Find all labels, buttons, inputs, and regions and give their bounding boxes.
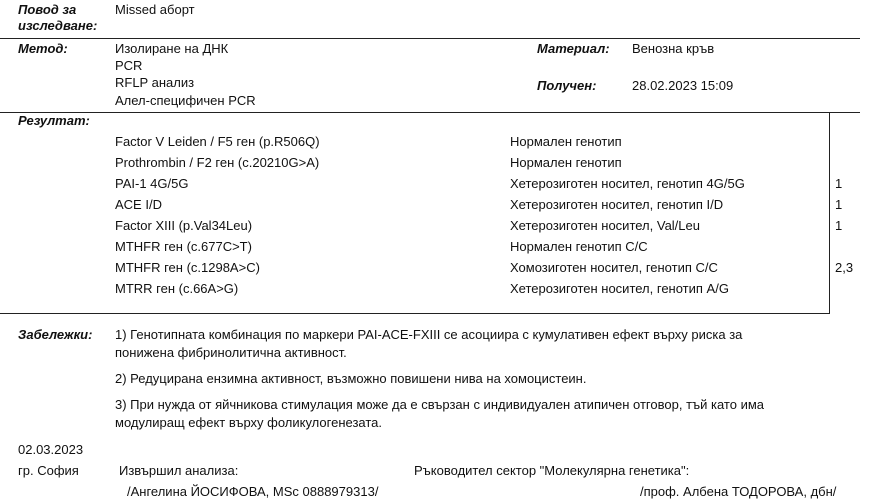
received-label: Получен:	[537, 78, 597, 93]
result-test-name: Factor V Leiden / F5 ген (p.R506Q)	[115, 134, 320, 149]
result-note-ref: 2,3	[835, 260, 854, 275]
sector-head-label: Ръководител сектор "Молекулярна генетика":	[414, 463, 690, 478]
performed-by-label: Извършил анализа:	[119, 463, 239, 478]
result-test-name: Factor XIII (p.Val34Leu)	[115, 218, 253, 233]
note-2: 2) Редуцирана ензимна активност, възможно повишени нива на хомоцистеин.	[115, 371, 587, 386]
footer-city: гр. София	[18, 463, 79, 478]
result-test-name: Prothrombin / F2 ген (c.20210G>A)	[115, 155, 320, 170]
performed-by-name: /Ангелина ЙОСИФОВА, MSc 0888979313/	[127, 484, 379, 499]
divider-results-top	[0, 112, 860, 113]
result-test-name: MTRR ген (c.66A>G)	[115, 281, 239, 296]
received-value: 28.02.2023 15:09	[632, 78, 734, 93]
divider-results-bottom	[0, 313, 830, 314]
results-label: Резултат:	[18, 113, 90, 128]
note-1-line2: понижена фибринолитична активност.	[115, 345, 347, 360]
result-test-name: MTHFR ген (c.677C>T)	[115, 239, 252, 254]
results-note-column-divider	[829, 113, 830, 313]
method-item: PCR	[115, 58, 143, 73]
footer-date: 02.03.2023	[18, 442, 84, 457]
note-3-line2: модулиращ ефект върху фоликулогенезата.	[115, 415, 383, 430]
result-note-ref: 1	[835, 197, 843, 212]
result-value: Нормален генотип	[510, 134, 622, 149]
method-label: Метод:	[18, 41, 68, 56]
result-test-name: ACE I/D	[115, 197, 162, 212]
result-value: Хетерозиготен носител, генотип I/D	[510, 197, 724, 212]
note-3-line1: 3) При нужда от яйчникова стимулация може да е свързан с индивидуален атипичен отговор, тъй като има	[115, 397, 765, 412]
result-value: Нормален генотип C/C	[510, 239, 648, 254]
result-note-ref: 1	[835, 218, 843, 233]
method-item: RFLP анализ	[115, 75, 195, 90]
result-value: Хетерозиготен носител, Val/Leu	[510, 218, 700, 233]
material-label: Материал:	[537, 41, 610, 56]
note-1-line1: 1) Генотипната комбинация по маркери PAI-ACE-FXIII се асоциира с кумулативен ефект върху риска за	[115, 327, 743, 342]
notes-label: Забележки:	[18, 327, 93, 342]
result-test-name: MTHFR ген (c.1298A>C)	[115, 260, 260, 275]
reason-value: Missed аборт	[115, 2, 195, 17]
method-item: Изолиране на ДНК	[115, 41, 229, 56]
reason-label-line2: изследване:	[18, 18, 98, 33]
reason-label-line1: Повод за	[18, 2, 77, 17]
result-note-ref: 1	[835, 176, 843, 191]
divider-top	[0, 38, 860, 39]
result-value: Хетерозиготен носител, генотип A/G	[510, 281, 729, 296]
result-value: Нормален генотип	[510, 155, 622, 170]
result-test-name: PAI-1 4G/5G	[115, 176, 189, 191]
result-value: Хомозиготен носител, генотип C/C	[510, 260, 718, 275]
material-value: Венозна кръв	[632, 41, 715, 56]
sector-head-name: /проф. Албена ТОДОРОВА, дбн/	[640, 484, 837, 499]
result-value: Хетерозиготен носител, генотип 4G/5G	[510, 176, 745, 191]
method-item: Алел-специфичен PCR	[115, 93, 256, 108]
